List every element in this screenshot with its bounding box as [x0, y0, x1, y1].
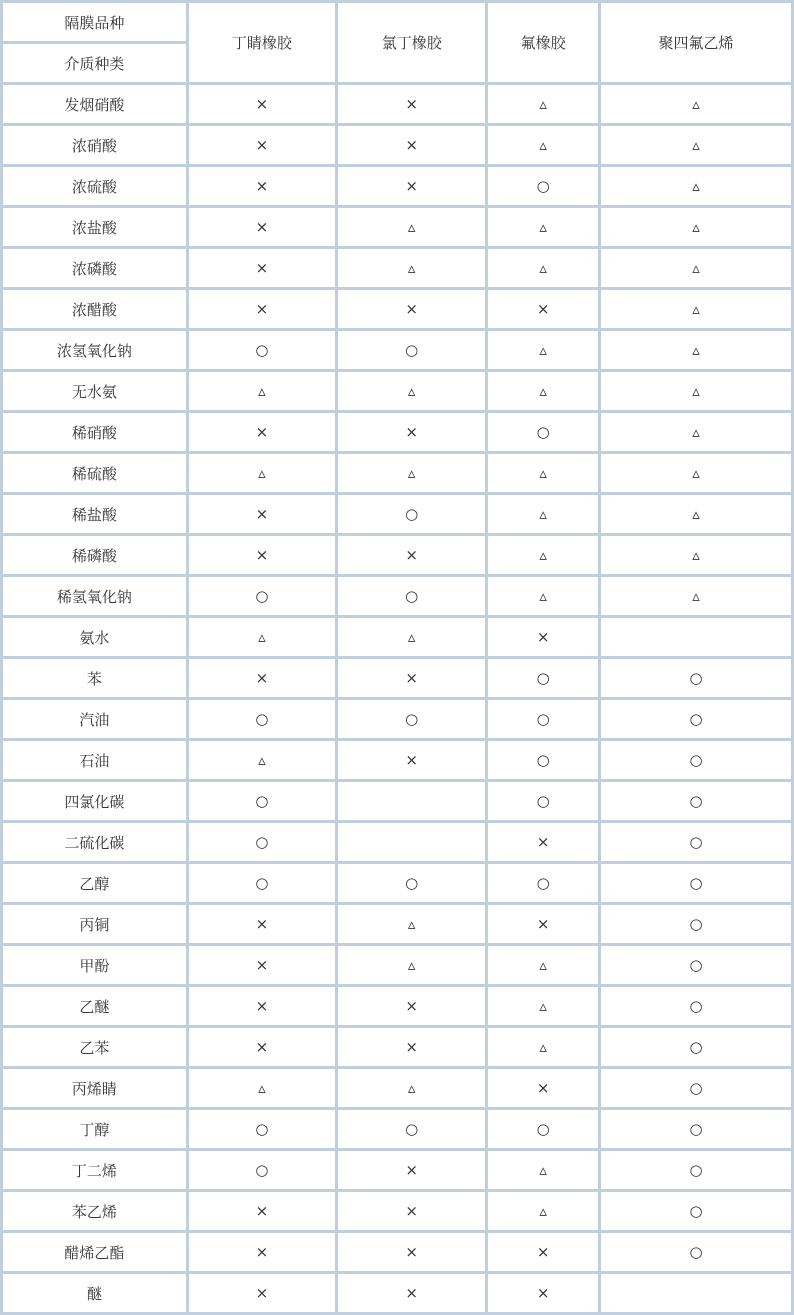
- rating-cell: ▵: [600, 166, 793, 207]
- rating-cell: ×: [187, 289, 336, 330]
- rating-cell: ▵: [600, 535, 793, 576]
- column-header-ptfe: 聚四氟乙烯: [600, 2, 793, 84]
- rating-cell: ○: [600, 945, 793, 986]
- table-row: [2, 453, 793, 494]
- table-row: [2, 658, 793, 699]
- rating-cell: ○: [337, 1109, 487, 1150]
- rating-cell: ▵: [487, 535, 600, 576]
- rating-cell: ▵: [487, 1191, 600, 1232]
- rating-cell: ×: [487, 822, 600, 863]
- table-row: [2, 986, 793, 1027]
- corner-header-medium-type: 介质种类: [2, 43, 188, 84]
- rating-cell: ×: [487, 1068, 600, 1109]
- rating-cell: ○: [600, 822, 793, 863]
- rating-cell: ▵: [337, 904, 487, 945]
- medium-name-cell: 丁醇: [2, 1109, 188, 1150]
- rating-cell: ○: [487, 412, 600, 453]
- rating-cell: ×: [337, 1027, 487, 1068]
- rating-cell: ×: [337, 1232, 487, 1273]
- rating-cell: ×: [487, 289, 600, 330]
- rating-cell: ○: [187, 863, 336, 904]
- table-row: [2, 617, 793, 658]
- rating-cell: ×: [187, 1273, 336, 1314]
- rating-cell: ○: [187, 576, 336, 617]
- medium-name-cell: 稀氢氧化钠: [2, 576, 188, 617]
- rating-cell: ▵: [487, 84, 600, 125]
- rating-cell: ▵: [487, 494, 600, 535]
- rating-cell: ×: [187, 535, 336, 576]
- rating-cell: ×: [187, 904, 336, 945]
- rating-cell: ○: [187, 699, 336, 740]
- rating-cell: ▵: [487, 1027, 600, 1068]
- table-row: [2, 1273, 793, 1314]
- column-header-neoprene: 氯丁橡胶: [337, 2, 487, 84]
- rating-cell: ▵: [337, 248, 487, 289]
- rating-cell: ○: [600, 986, 793, 1027]
- rating-cell: ×: [337, 1191, 487, 1232]
- column-header-fluororubber: 氟橡胶: [487, 2, 600, 84]
- rating-cell: ×: [487, 617, 600, 658]
- rating-cell: ×: [187, 412, 336, 453]
- rating-cell: ▵: [337, 371, 487, 412]
- rating-cell: ×: [187, 986, 336, 1027]
- rating-cell: ▵: [487, 453, 600, 494]
- corner-header-diaphragm-type: 隔膜品种: [2, 2, 188, 43]
- rating-cell: ×: [487, 1273, 600, 1314]
- rating-cell: ▵: [187, 453, 336, 494]
- rating-cell: ×: [337, 658, 487, 699]
- rating-cell: ▵: [337, 617, 487, 658]
- rating-cell: ▵: [337, 1068, 487, 1109]
- rating-cell: ×: [187, 125, 336, 166]
- rating-cell: [337, 822, 487, 863]
- rating-cell: ▵: [337, 207, 487, 248]
- medium-name-cell: 稀磷酸: [2, 535, 188, 576]
- medium-name-cell: 汽油: [2, 699, 188, 740]
- rating-cell: ○: [600, 740, 793, 781]
- rating-cell: ▵: [487, 248, 600, 289]
- rating-cell: ▵: [337, 453, 487, 494]
- table-row: [2, 945, 793, 986]
- rating-cell: ×: [337, 1273, 487, 1314]
- rating-cell: ○: [187, 1109, 336, 1150]
- header-row-top: [2, 2, 793, 43]
- rating-cell: ○: [600, 1068, 793, 1109]
- rating-cell: ×: [187, 1191, 336, 1232]
- table-row: [2, 1068, 793, 1109]
- rating-cell: ○: [600, 904, 793, 945]
- rating-cell: ▵: [487, 986, 600, 1027]
- rating-cell: ×: [337, 289, 487, 330]
- table-row: [2, 371, 793, 412]
- rating-cell: ○: [600, 1109, 793, 1150]
- medium-name-cell: 浓醋酸: [2, 289, 188, 330]
- rating-cell: ×: [487, 1232, 600, 1273]
- medium-name-cell: 丙铜: [2, 904, 188, 945]
- rating-cell: ▵: [600, 576, 793, 617]
- rating-cell: ▵: [600, 330, 793, 371]
- rating-cell: ▵: [487, 576, 600, 617]
- rating-cell: ×: [187, 1232, 336, 1273]
- table-row: [2, 576, 793, 617]
- rating-cell: ○: [187, 330, 336, 371]
- table-row: [2, 1109, 793, 1150]
- rating-cell: ×: [187, 494, 336, 535]
- rating-cell: ▵: [487, 125, 600, 166]
- medium-name-cell: 醚: [2, 1273, 188, 1314]
- medium-name-cell: 稀盐酸: [2, 494, 188, 535]
- medium-name-cell: 苯: [2, 658, 188, 699]
- table-row: [2, 84, 793, 125]
- medium-name-cell: 浓氢氧化钠: [2, 330, 188, 371]
- table-row: [2, 904, 793, 945]
- rating-cell: ×: [337, 84, 487, 125]
- table-row: [2, 781, 793, 822]
- rating-cell: ▵: [600, 125, 793, 166]
- rating-cell: ▵: [337, 945, 487, 986]
- rating-cell: ▵: [487, 1150, 600, 1191]
- rating-cell: ○: [487, 740, 600, 781]
- medium-name-cell: 乙苯: [2, 1027, 188, 1068]
- rating-cell: ○: [187, 1150, 336, 1191]
- rating-cell: ○: [337, 576, 487, 617]
- rating-cell: ○: [487, 699, 600, 740]
- rating-cell: ○: [600, 1232, 793, 1273]
- rating-cell: ×: [487, 904, 600, 945]
- rating-cell: ▵: [187, 371, 336, 412]
- table-row: [2, 412, 793, 453]
- rating-cell: ○: [487, 781, 600, 822]
- medium-name-cell: 二硫化碳: [2, 822, 188, 863]
- rating-cell: ▵: [187, 617, 336, 658]
- rating-cell: ▵: [187, 740, 336, 781]
- rating-cell: ○: [600, 1027, 793, 1068]
- rating-cell: ○: [600, 1150, 793, 1191]
- table-row: [2, 166, 793, 207]
- rating-cell: ○: [600, 658, 793, 699]
- medium-name-cell: 发烟硝酸: [2, 84, 188, 125]
- table-row: [2, 1232, 793, 1273]
- table-row: [2, 740, 793, 781]
- medium-name-cell: 浓硝酸: [2, 125, 188, 166]
- table-row: [2, 699, 793, 740]
- rating-cell: ▵: [600, 248, 793, 289]
- rating-cell: ○: [600, 863, 793, 904]
- medium-name-cell: 浓硫酸: [2, 166, 188, 207]
- rating-cell: ○: [337, 494, 487, 535]
- table-row: [2, 863, 793, 904]
- table-row: [2, 125, 793, 166]
- medium-name-cell: 氨水: [2, 617, 188, 658]
- rating-cell: ▵: [187, 1068, 336, 1109]
- medium-name-cell: 稀硝酸: [2, 412, 188, 453]
- rating-cell: ○: [187, 781, 336, 822]
- rating-cell: ▵: [487, 330, 600, 371]
- medium-name-cell: 丁二烯: [2, 1150, 188, 1191]
- rating-cell: ×: [187, 945, 336, 986]
- rating-cell: ○: [600, 699, 793, 740]
- medium-name-cell: 苯乙烯: [2, 1191, 188, 1232]
- rating-cell: ×: [337, 535, 487, 576]
- medium-name-cell: 浓磷酸: [2, 248, 188, 289]
- medium-name-cell: 浓盐酸: [2, 207, 188, 248]
- table-row: [2, 822, 793, 863]
- rating-cell: ○: [337, 863, 487, 904]
- rating-cell: ▵: [600, 289, 793, 330]
- table-row: [2, 248, 793, 289]
- rating-cell: ▵: [487, 207, 600, 248]
- medium-name-cell: 甲酚: [2, 945, 188, 986]
- rating-cell: ○: [187, 822, 336, 863]
- medium-name-cell: 石油: [2, 740, 188, 781]
- rating-cell: ×: [337, 740, 487, 781]
- rating-cell: ○: [487, 863, 600, 904]
- rating-cell: ○: [487, 166, 600, 207]
- rating-cell: ×: [337, 1150, 487, 1191]
- table-row: [2, 207, 793, 248]
- rating-cell: ▵: [487, 371, 600, 412]
- rating-cell: ×: [187, 166, 336, 207]
- column-header-nbr: 丁睛橡胶: [187, 2, 336, 84]
- rating-cell: ○: [337, 699, 487, 740]
- rating-cell: [337, 781, 487, 822]
- rating-cell: ×: [187, 248, 336, 289]
- rating-cell: [600, 617, 793, 658]
- medium-name-cell: 丙烯睛: [2, 1068, 188, 1109]
- medium-name-cell: 无水氨: [2, 371, 188, 412]
- rating-cell: ○: [337, 330, 487, 371]
- table-row: [2, 1150, 793, 1191]
- rating-cell: ×: [337, 986, 487, 1027]
- rating-cell: ×: [337, 412, 487, 453]
- medium-name-cell: 乙醚: [2, 986, 188, 1027]
- rating-cell: ×: [187, 658, 336, 699]
- table-row: [2, 330, 793, 371]
- rating-cell: ▵: [600, 412, 793, 453]
- rating-cell: ○: [487, 658, 600, 699]
- rating-cell: ▵: [600, 207, 793, 248]
- rating-cell: ×: [337, 125, 487, 166]
- medium-name-cell: 乙醇: [2, 863, 188, 904]
- rating-cell: ▵: [600, 494, 793, 535]
- table-body: [2, 2, 793, 1314]
- rating-cell: ▵: [600, 453, 793, 494]
- table-row: [2, 1191, 793, 1232]
- rating-cell: ○: [600, 1191, 793, 1232]
- table-row: [2, 1027, 793, 1068]
- medium-name-cell: 稀硫酸: [2, 453, 188, 494]
- rating-cell: ×: [187, 1027, 336, 1068]
- medium-name-cell: 醋烯乙酯: [2, 1232, 188, 1273]
- rating-cell: ×: [337, 166, 487, 207]
- rating-cell: ○: [600, 781, 793, 822]
- rating-cell: ▵: [600, 371, 793, 412]
- medium-name-cell: 四氯化碳: [2, 781, 188, 822]
- table-row: [2, 535, 793, 576]
- table-row: [2, 289, 793, 330]
- rating-cell: [600, 1273, 793, 1314]
- rating-cell: ▵: [600, 84, 793, 125]
- rating-cell: ○: [487, 1109, 600, 1150]
- rating-cell: ×: [187, 207, 336, 248]
- table-row: [2, 494, 793, 535]
- rating-cell: ×: [187, 84, 336, 125]
- rating-cell: ▵: [487, 945, 600, 986]
